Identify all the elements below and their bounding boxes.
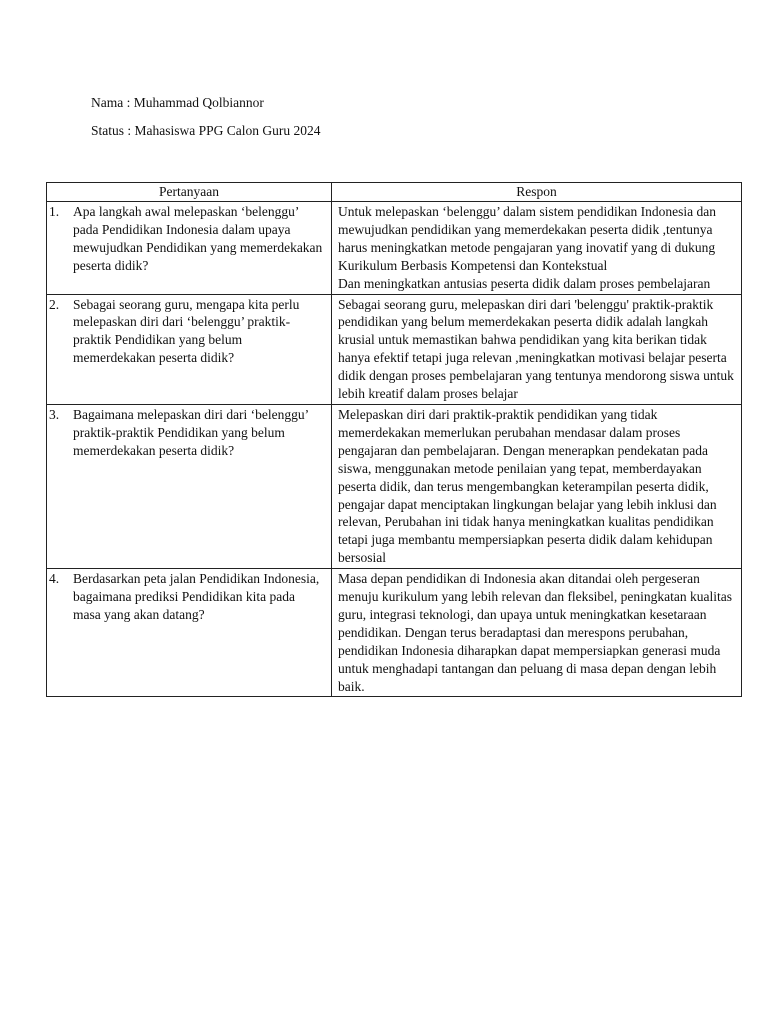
response-cell: [332, 294, 742, 404]
response-paragraph: Melepaskan diri dari praktik-praktik pendidikan yang tidak memerdekakan memerlukan perubahan mendasar dalam proses pengajaran dan pembelajaran. Dengan menerapkan pendekatan pada siswa, menggunakan metode penilaian yang tepat, memberdayakan peserta didik, dan terus mengembangkan keterampilan peserta didik, pengajar dapat menciptakan lingkungan belajar yang lebih inklusi dan relevan, Perubahan ini tidak hanya meningkatkan kualitas pendidikan tetapi juga membantu mempersiapkan peserta didik dalam kehidupan bersosial: [338, 406, 717, 566]
table-row: [47, 294, 742, 404]
question-text: Apa langkah awal melepaskan ‘belenggu’ pada Pendidikan Indonesia dalam upaya mewujudkan Pendidikan yang memerdekakan peserta didik?: [73, 204, 323, 273]
question-cell: [47, 404, 332, 568]
response-paragraph: Masa depan pendidikan di Indonesia akan ditandai oleh pergeseran menuju kurikulum yang lebih relevan dan fleksibel, peningkatan kualitas guru, integrasi teknologi, dan upaya untuk meningkatkan kesetaraan pendidikan. Dengan terus beradaptasi dan merespons perubahan, pendidikan Indonesia diharapkan dapat mempersiapkan generasi muda untuk menghadapi tantangan dan peluang di masa depan dengan lebih baik.: [338, 571, 733, 694]
question-cell: [47, 569, 332, 697]
column-header-pertanyaan: Pertanyaan: [47, 183, 332, 202]
table-row: [47, 202, 742, 295]
table-header-row: [47, 183, 742, 202]
question-number: 4.: [49, 571, 60, 587]
qa-table: [46, 182, 742, 697]
table-row: [47, 569, 742, 697]
table-row: [47, 404, 742, 568]
response-paragraph: Sebagai seorang guru, melepaskan diri dari 'belenggu' praktik-praktik pendidikan yang belum memerdekakan peserta didik adalah langkah krusial untuk memastikan bahwa pendidikan yang kita berikan tidak hanya efektif tetapi juga relevan ,meningkatkan motivasi belajar peserta didik dengan proses pembelajaran yang tentunya mendorong siswa untuk lebih kreatif dalam proses belajar: [338, 296, 734, 402]
response-cell: [332, 202, 742, 295]
question-text: Berdasarkan peta jalan Pendidikan Indonesia, bagaimana prediksi Pendidikan kita pada masa yang akan datang?: [73, 571, 320, 622]
question-number: 2.: [49, 296, 60, 312]
question-cell: [47, 294, 332, 404]
question-number: 3.: [49, 406, 60, 422]
question-cell: [47, 202, 332, 295]
response-cell: [332, 404, 742, 568]
student-name: Nama : Muhammad Qolbiannor: [91, 95, 264, 110]
response-paragraph: Untuk melepaskan ‘belenggu’ dalam sistem pendidikan Indonesia dan mewujudkan pendidikan yang memerdekakan peserta didik ,tentunya harus meningkatkan metode pengajaran yang inovatif yang di dukung Kurikulum Berbasis Kompetensi dan Kontekstual: [338, 204, 717, 273]
question-text: Bagaimana melepaskan diri dari ‘belenggu’ praktik-praktik Pendidikan yang belum memerdekakan peserta didik?: [73, 406, 309, 458]
question-text: Sebagai seorang guru, mengapa kita perlu melepaskan diri dari ‘belenggu’ praktik-praktik Pendidikan yang belum memerdekakan peserta didik?: [73, 296, 300, 366]
question-number: 1.: [49, 204, 60, 219]
response-cell: [332, 569, 742, 697]
response-paragraph: Dan meningkatkan antusias peserta didik dalam proses pembelajaran: [338, 275, 711, 291]
student-status: Status : Mahasiswa PPG Calon Guru 2024: [91, 123, 321, 138]
column-header-respon: Respon: [332, 183, 742, 202]
